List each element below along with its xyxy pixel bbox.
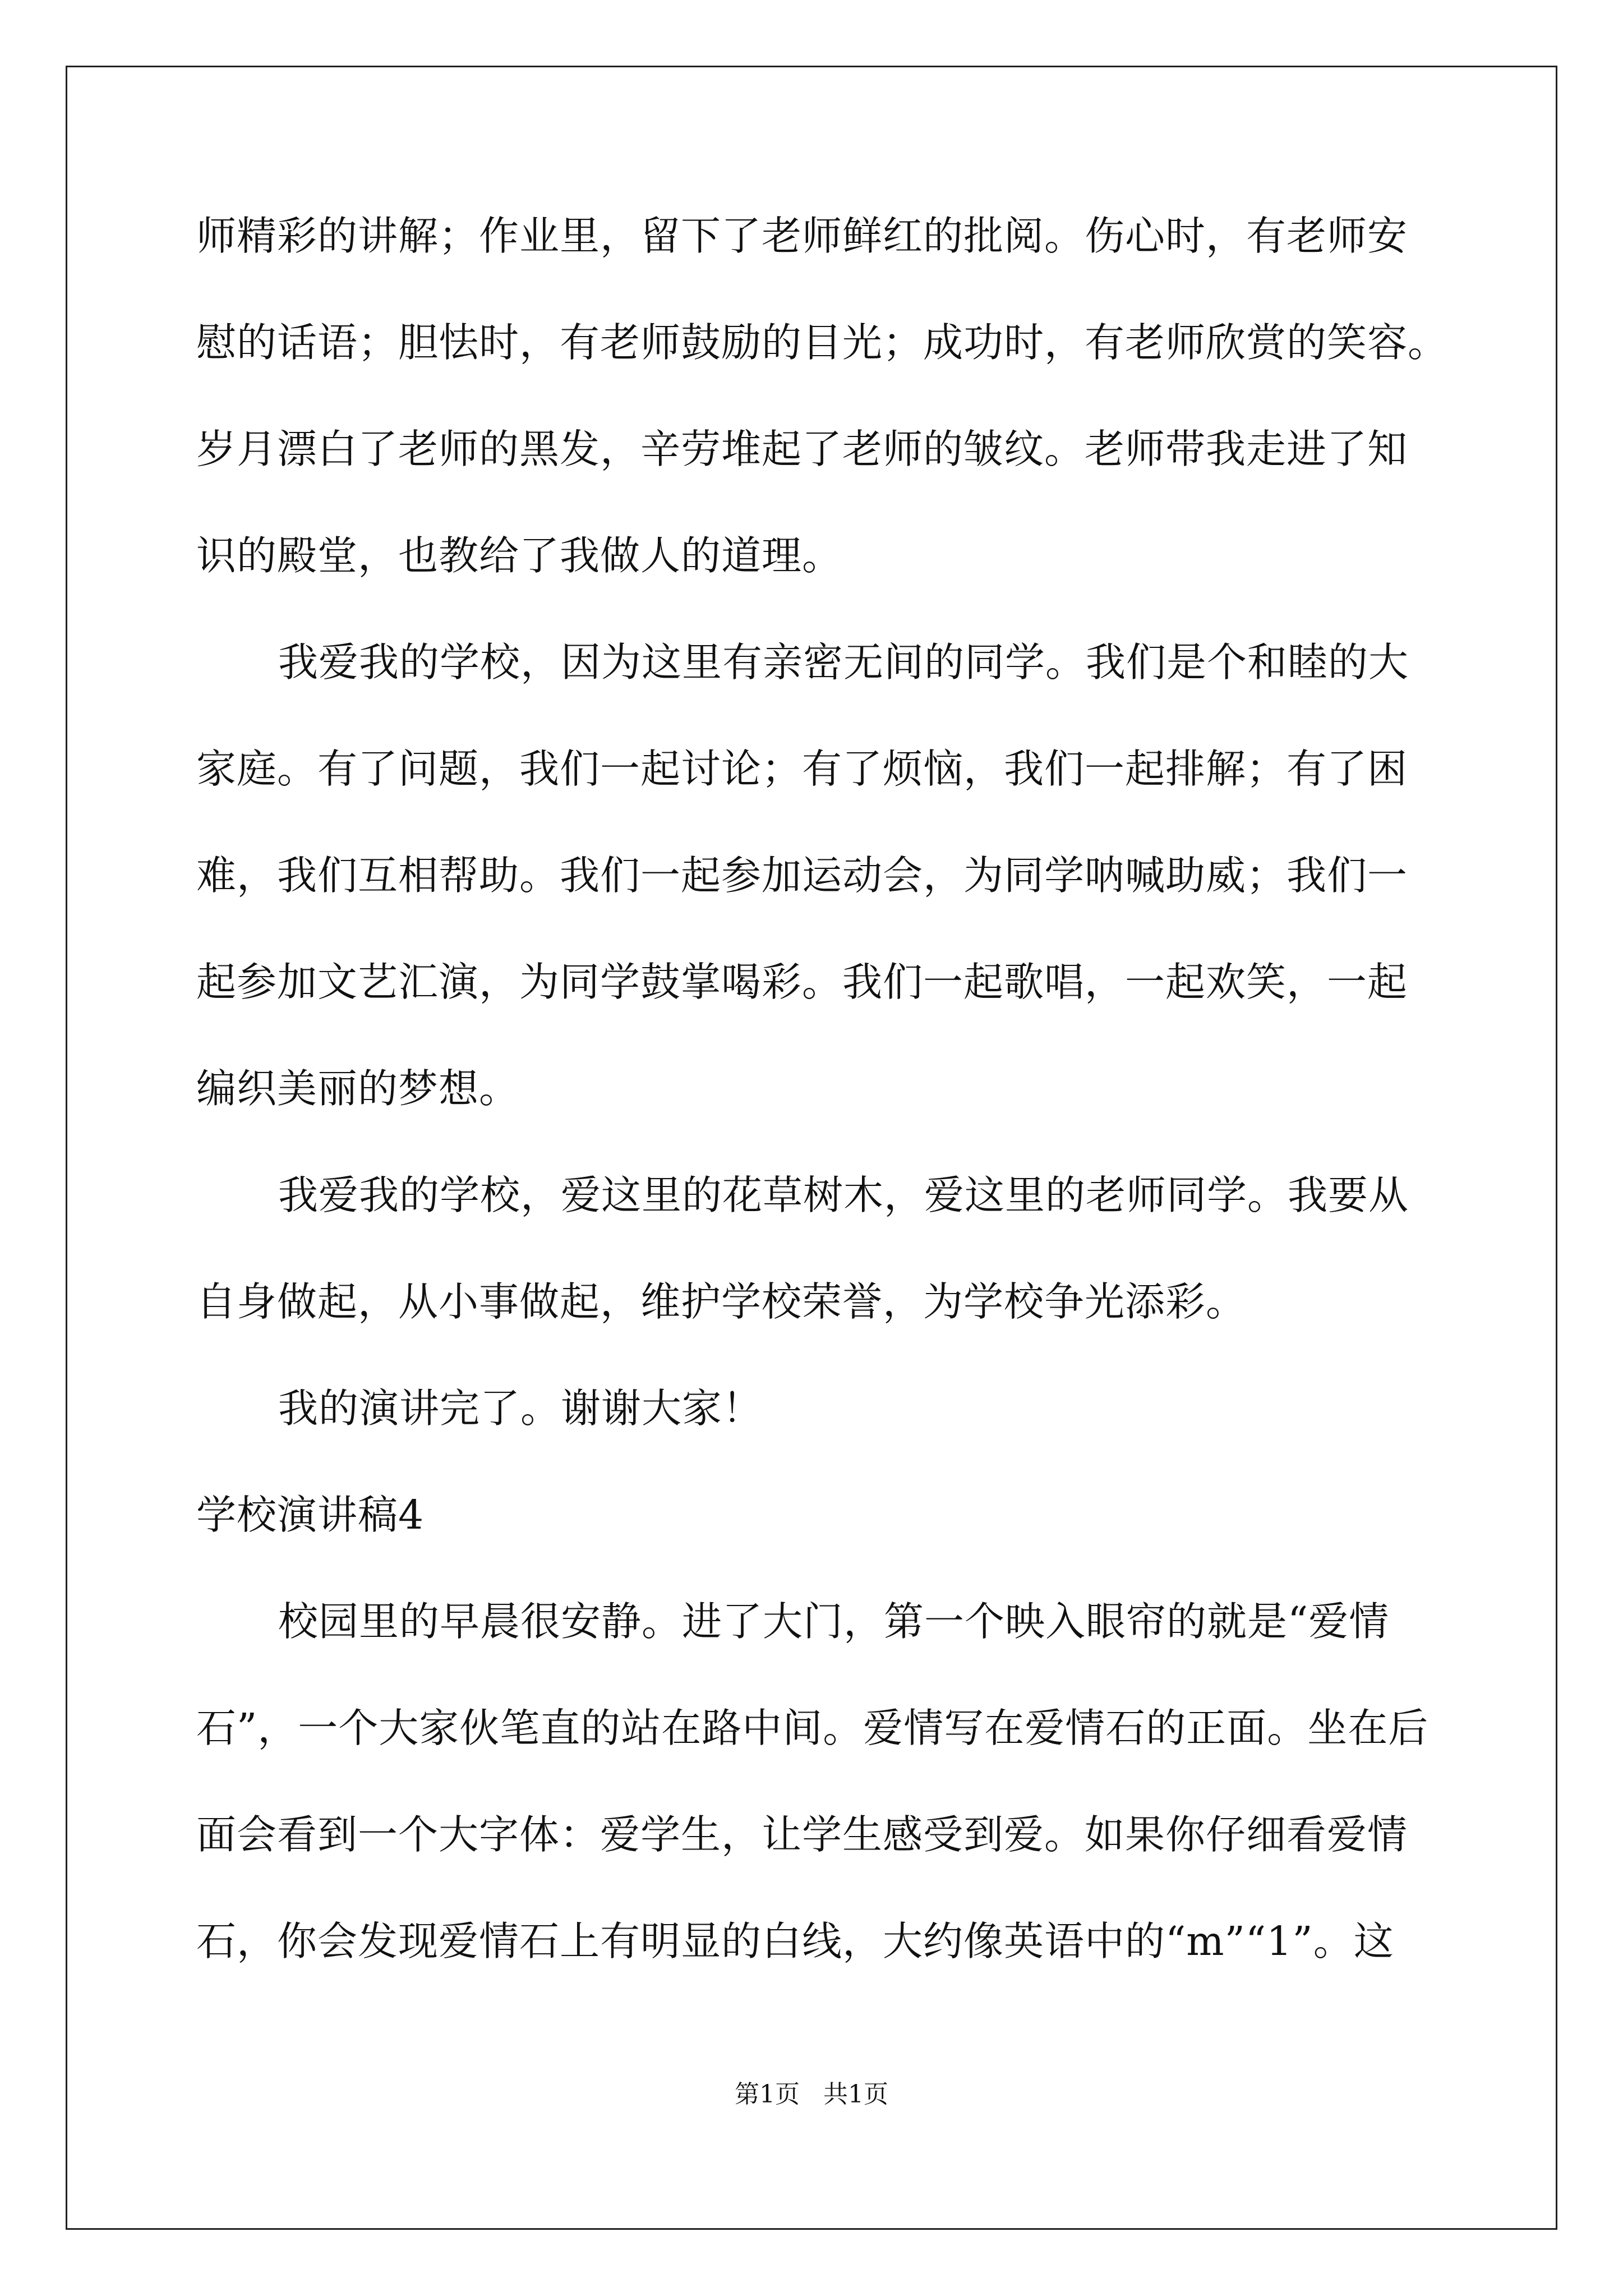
section-heading: 学校演讲稿4 [196,1492,425,1538]
body-line: 起参加文艺汇演，为同学鼓掌喝彩。我们一起歌唱，一起欢笑，一起 [196,959,1408,1005]
body-line: 自身做起，从小事做起，维护学校荣誉，为学校争光添彩。 [196,1278,1247,1325]
body-line: 岁月漂白了老师的黑发，辛劳堆起了老师的皱纹。老师带我走进了知 [196,426,1408,472]
body-line: 识的殿堂，也教给了我做人的道理。 [196,532,843,579]
body-line: 师精彩的讲解；作业里，留下了老师鲜红的批阅。伤心时，有老师安 [196,213,1408,259]
body-line: 家庭。有了问题，我们一起讨论；有了烦恼，我们一起排解；有了困 [196,746,1408,792]
body-line: 面会看到一个大字体：爱学生，让学生感受到爱。如果你仔细看爱情 [196,1811,1408,1858]
page-footer: 第1页 共1页 [735,2080,888,2109]
paragraph-start-line: 校园里的早晨很安静。进了大门，第一个映入眼帘的就是“爱情 [278,1598,1390,1645]
body-line: 慰的话语；胆怯时，有老师鼓励的目光；成功时，有老师欣赏的笑容。 [196,319,1449,366]
document-body [196,213,1449,2028]
body-line: 难，我们互相帮助。我们一起参加运动会，为同学呐喊助威；我们一 [196,852,1408,899]
paragraph-start-line: 我爱我的学校，因为这里有亲密无间的同学。我们是个和睦的大 [278,639,1409,685]
body-line: 石，你会发现爱情石上有明显的白线，大约像英语中的“m”“1”。这 [196,1918,1394,1964]
body-line: 石”，一个大家伙笔直的站在路中间。爱情写在爱情石的正面。坐在后 [196,1705,1429,1751]
body-line: 编织美丽的梦想。 [196,1065,520,1112]
paragraph-start-line: 我爱我的学校，爱这里的花草树木，爱这里的老师同学。我要从 [278,1172,1409,1218]
paragraph-start-line: 我的演讲完了。谢谢大家！ [278,1385,763,1432]
